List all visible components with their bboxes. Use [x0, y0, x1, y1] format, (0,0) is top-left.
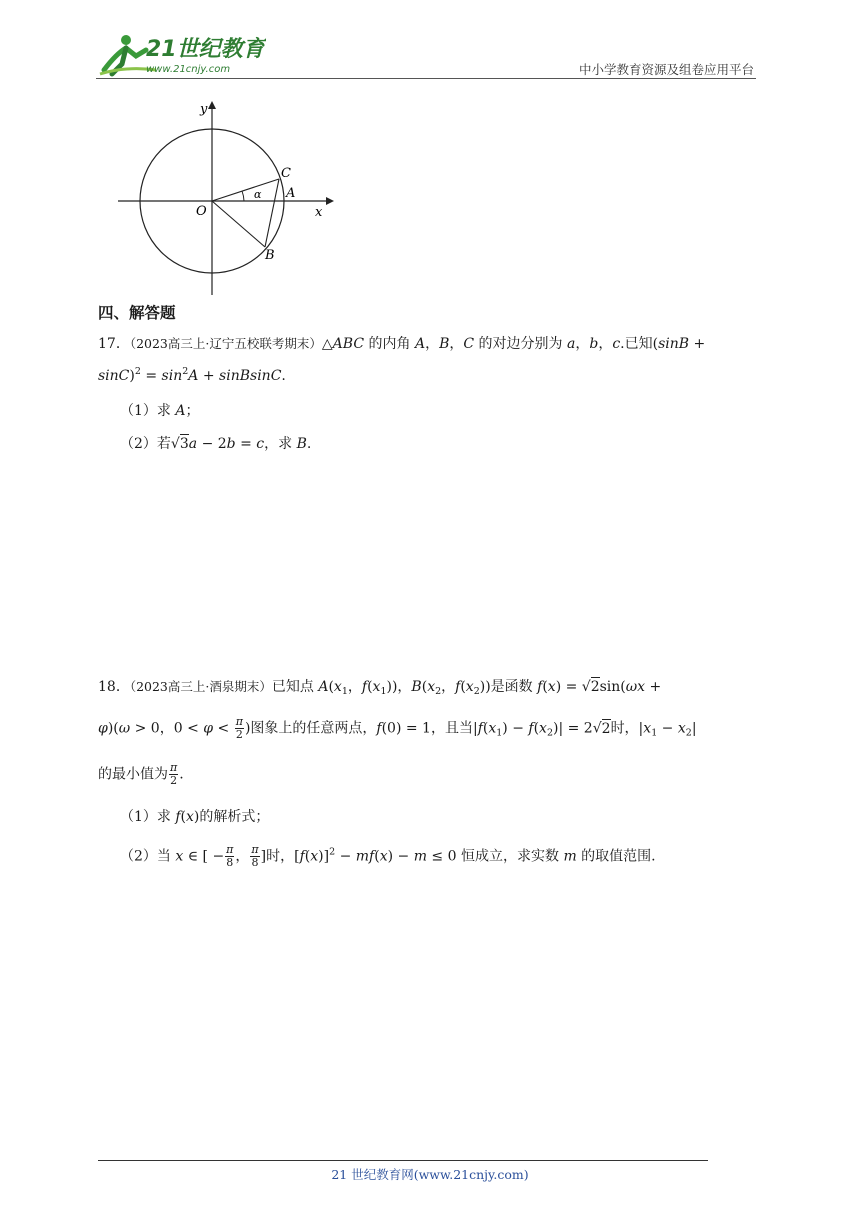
segment-CB: [265, 179, 279, 247]
q18-line-3: 的最小值为 $\frac{\pi}{2}$ .: [98, 761, 184, 787]
label-y: y: [200, 102, 208, 117]
q18-number: 18．: [98, 679, 130, 695]
x-axis-arrow-icon: [326, 197, 334, 205]
unit-circle-figure: [110, 95, 340, 300]
site-logo: [96, 30, 266, 78]
q18-source: （2023高三上·酒泉期末）: [129, 679, 272, 694]
q17-source: （2023高三上·辽宁五校联考期末）: [129, 336, 322, 351]
segment-OC: [212, 179, 279, 201]
q17-line-2: $\sin C)^2 = \sin^2A$ + sinBsinC.: [98, 366, 286, 384]
label-A: A: [286, 186, 296, 201]
header-divider: [96, 78, 756, 79]
svg-text:21世纪教育: 21世纪教育: [146, 37, 265, 62]
svg-text:www.21cnjy.com: www.21cnjy.com: [146, 64, 231, 75]
runner-logo-icon: [96, 30, 266, 78]
label-alpha: α: [254, 188, 262, 201]
label-x: x: [315, 205, 323, 220]
label-O: O: [196, 204, 207, 219]
q17-number: 17．: [98, 336, 130, 352]
segment-OB: [212, 201, 265, 247]
label-C: C: [281, 166, 291, 181]
footer-divider: [98, 1160, 708, 1161]
angle-alpha-arc: [242, 191, 244, 201]
label-B: B: [265, 248, 275, 263]
q17-part-2: （2）若√3a − 2b = c，求 B.: [120, 436, 312, 452]
header-platform-text: 中小学教育资源及组卷应用平台: [578, 62, 754, 77]
q18-part-2: （2）当 x ∈ [ − $\frac{\pi}{8}$ ， $\frac{\pi}{8}$ ]时，$[f(x)]^2 - mf(x) - m \le 0$ 恒成立，求实数 m 的取值范围.: [120, 843, 656, 869]
y-axis-arrow-icon: [208, 101, 216, 109]
q18-part-1: （1）求 f(x)的解析式；: [120, 809, 270, 825]
q18-line-1: 18．（2023高三上·酒泉期末）已知点 $A(x_1$，$f(x_1)$)，$B(x_2$，$f(x_2)$)是函数 f(x) = √2sin(ωx +: [98, 679, 662, 697]
q18-line-2: φ)(ω > 0，0 < φ < $\frac{\pi}{2}$ )图象上的任意两点，f(0) = 1，且当$|f(x_1) - f(x_2)| = 2√2$时，$|x_1 - x_2|$: [98, 715, 697, 741]
q17-part-1: （1）求 A；: [120, 403, 200, 419]
section-title: 四、解答题: [98, 304, 176, 322]
footer-link[interactable]: 21 世纪教育网(www.21cnjy.com): [331, 1167, 529, 1182]
q17-line-1: 17．（2023高三上·辽宁五校联考期末）△ABC 的内角 A，B，C 的对边分别为 a，b，c.已知(sinB +: [98, 336, 706, 352]
